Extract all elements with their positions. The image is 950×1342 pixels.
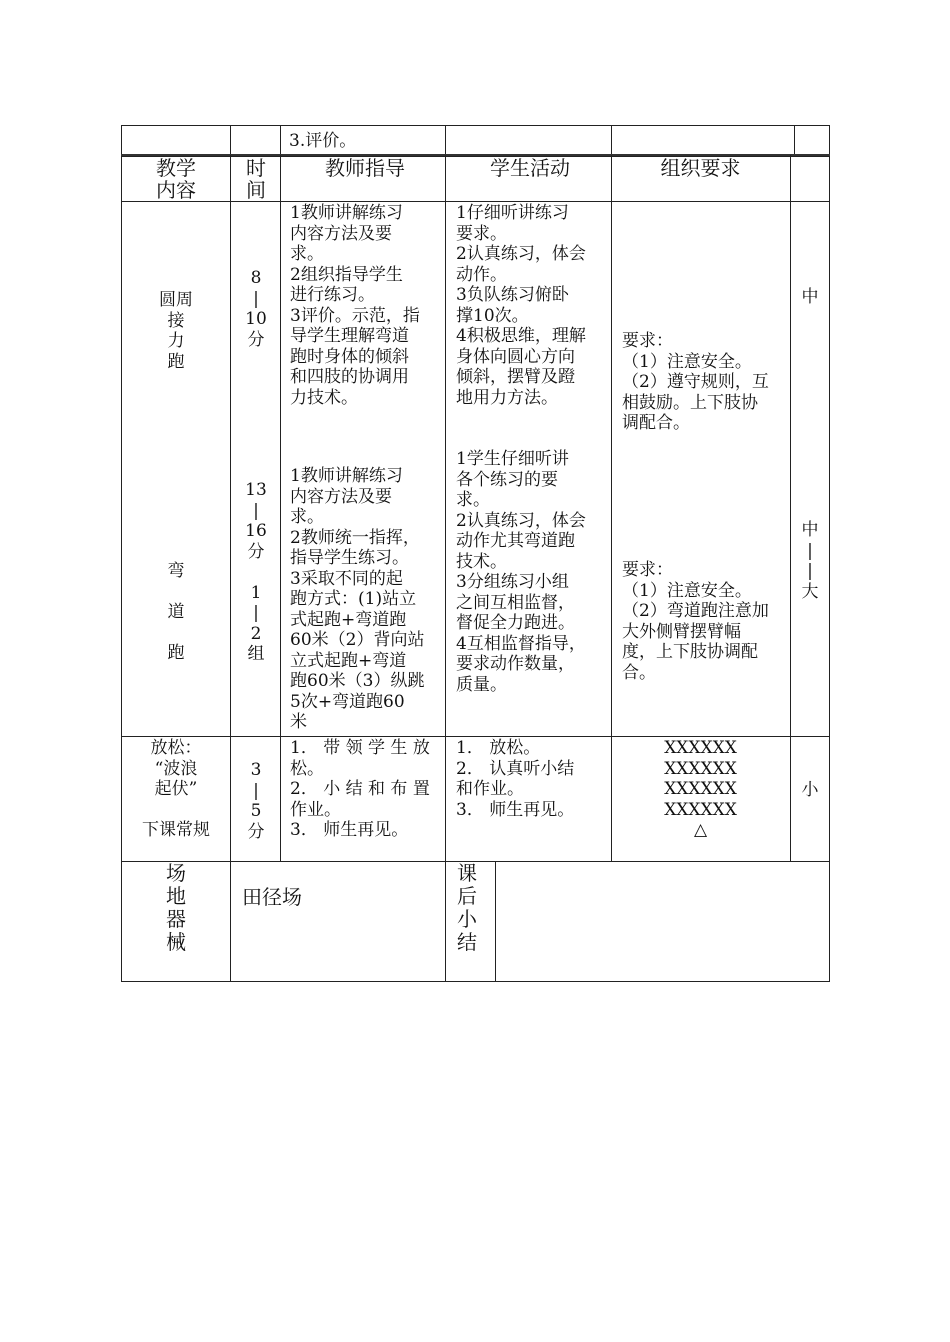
top-continuation-row bbox=[121, 125, 830, 157]
row1-time: 8 | 10 分 bbox=[245, 268, 267, 350]
header-bottom-rule bbox=[121, 201, 830, 202]
divider bbox=[230, 125, 231, 156]
row2-teacher: 1教师讲解练习 内容方法及要 求。 2教师统一指挥， 指导学生练习。 3采取不同的起 跑方式：(1)站立 式起跑+弯道跑 60米（2）背向站 立式起跑+弯道 跑60米（3）纵跳 5次+弯道跑60 米 bbox=[290, 466, 425, 732]
divider bbox=[230, 155, 231, 982]
row3-teacher: 1． 带 领 学 生 放 松。 2． 小 结 和 布 置 作业。 3． 师生再见。 bbox=[290, 738, 430, 840]
divider bbox=[794, 125, 795, 156]
row1-content: 圆周 接 力 跑 bbox=[159, 290, 193, 372]
divider bbox=[611, 155, 612, 861]
row3-intensity: 小 bbox=[801, 780, 819, 800]
row3-time: 3 | 5 分 bbox=[247, 760, 265, 842]
row2-student: 1学生仔细听讲 各个练习的要 求。 2认真练习，体会 动作尤其弯道跑 技术。 3分组练习小组 之间互相监督， 督促全力跑进。 4互相监督指导， 要求动作数量， 质量。 bbox=[456, 449, 586, 695]
header-teacher: 教师指导 bbox=[325, 156, 405, 180]
row2-content: 弯 道 跑 bbox=[167, 561, 185, 663]
row2-organization: 要求： （1）注意安全。 （2）弯道跑注意加 大外侧臂摆臂幅 度，上下肢协调配 合。 bbox=[622, 560, 769, 683]
row1-organization: 要求： （1）注意安全。 （2）遵守规则，互 相鼓励。上下肢协 调配合。 bbox=[622, 331, 769, 433]
header-student: 学生活动 bbox=[490, 156, 570, 180]
header-content: 教学 内容 bbox=[156, 156, 196, 202]
divider bbox=[280, 125, 281, 156]
row3-student: 1． 放松。 2． 认真听小结 和作业。 3． 师生再见。 bbox=[456, 738, 575, 820]
divider bbox=[790, 155, 791, 861]
row1-student: 1仔细听讲练习 要求。 2认真练习，体会 动作。 3负队练习俯卧 撑10次。 4积极思维，理解 身体向圆心方向 倾斜，摆臂及蹬 地用力方法。 bbox=[456, 203, 586, 408]
divider bbox=[495, 861, 496, 982]
summary-label: 课 后 小 结 bbox=[457, 861, 477, 954]
venue-value: 田径场 bbox=[242, 885, 302, 909]
row3-organization: XXXXXX XXXXXX XXXXXX XXXXXX △ bbox=[664, 738, 737, 840]
divider bbox=[611, 125, 612, 156]
row2-time: 13 | 16 分 1 | 2 组 bbox=[245, 480, 267, 664]
header-organization: 组织要求 bbox=[660, 156, 741, 180]
row2-intensity: 中 | | 大 bbox=[801, 520, 819, 602]
row1-teacher: 1教师讲解练习 内容方法及要 求。 2组织指导学生 进行练习。 3评价。示范，指 导学生理解弯道 跑时身体的倾斜 和四肢的协调用 力技术。 bbox=[290, 203, 420, 408]
divider bbox=[445, 125, 446, 156]
divider bbox=[280, 155, 281, 861]
row3-content: 放松： “波浪 起伏” 下课常规 bbox=[142, 738, 210, 840]
header-time: 时 间 bbox=[246, 156, 266, 202]
divider bbox=[445, 155, 446, 982]
venue-label: 场 地 器 械 bbox=[166, 861, 186, 954]
top-teacher-text: 3.评价。 bbox=[289, 131, 357, 151]
row1-intensity: 中 bbox=[801, 287, 819, 307]
section-rule bbox=[121, 736, 830, 737]
